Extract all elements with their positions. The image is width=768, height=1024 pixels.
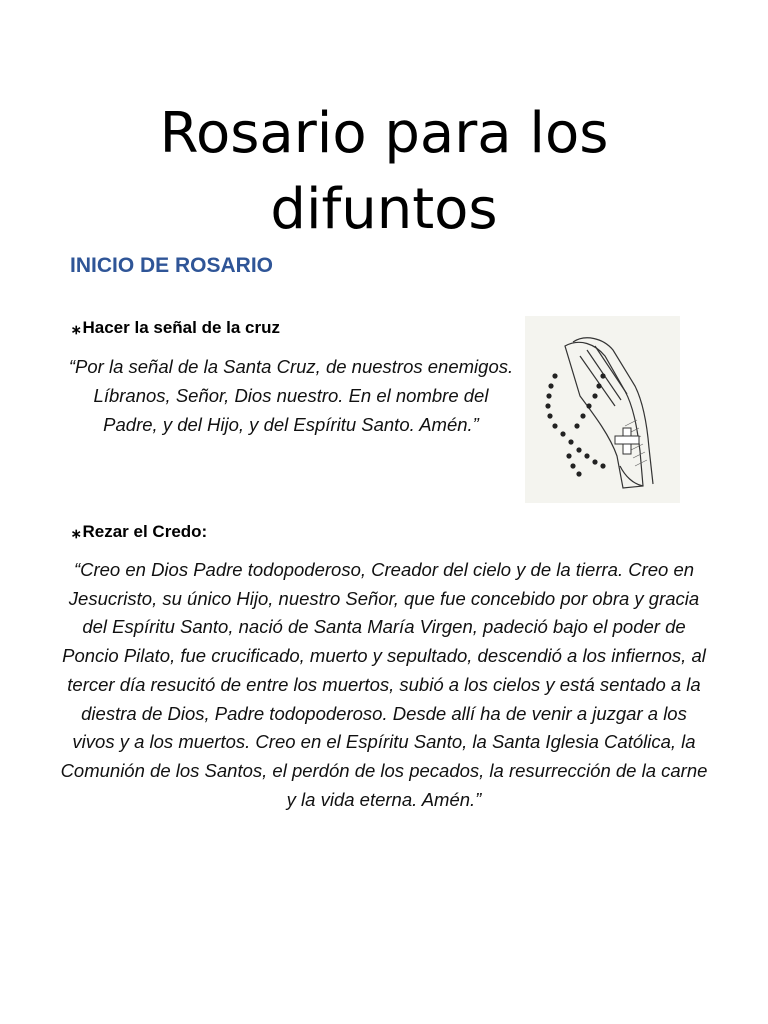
prayer-creed: “Creo en Dios Padre todopoderoso, Creador del cielo y de la tierra. Creo en Jesucristo, su único Hijo, nuestro Señor, que fue concebido por obra y gracia del Espíritu Santo, nació de Santa María Virgen, padeció bajo el poder de Poncio Pilato, fue crucificado, muerto y sepultado, descendió a los infiernos, al tercer día resucitó de entre los muertos, subió a los cielos y está sentado a la diestra de Dios, Padre todopoderoso. Desde allí ha de venir a juzgar a los vivos y a los muertos. Creo en el Espíritu Santo, la Santa Iglesia Católica, la Comunión de los Santos, el perdón de los pecados, la resurrección de la carne y la vida eterna. Amén.” xyxy=(60,559,708,810)
praying-hands-rosary-icon xyxy=(525,316,680,503)
prayer-sign-of-cross: “Por la señal de la Santa Cruz, de nuestros enemigos. Líbranos, Señor, Dios nuestro. En el nombre del Padre, y del Hijo, y del Espíritu Santo. Amén.” xyxy=(68,356,514,435)
step-heading-label: Hacer la señal de la cruz xyxy=(82,318,280,337)
step-heading-label: Rezar el Credo: xyxy=(82,522,208,541)
page-title: Rosario para los difuntos xyxy=(159,100,609,242)
step-heading-sign-of-cross xyxy=(72,318,280,338)
step-heading-creed xyxy=(72,522,207,542)
asterisk-bullet-icon: ⁎ xyxy=(72,522,81,541)
asterisk-bullet-icon: ⁎ xyxy=(72,318,81,337)
section-heading: INICIO DE ROSARIO xyxy=(70,254,274,277)
